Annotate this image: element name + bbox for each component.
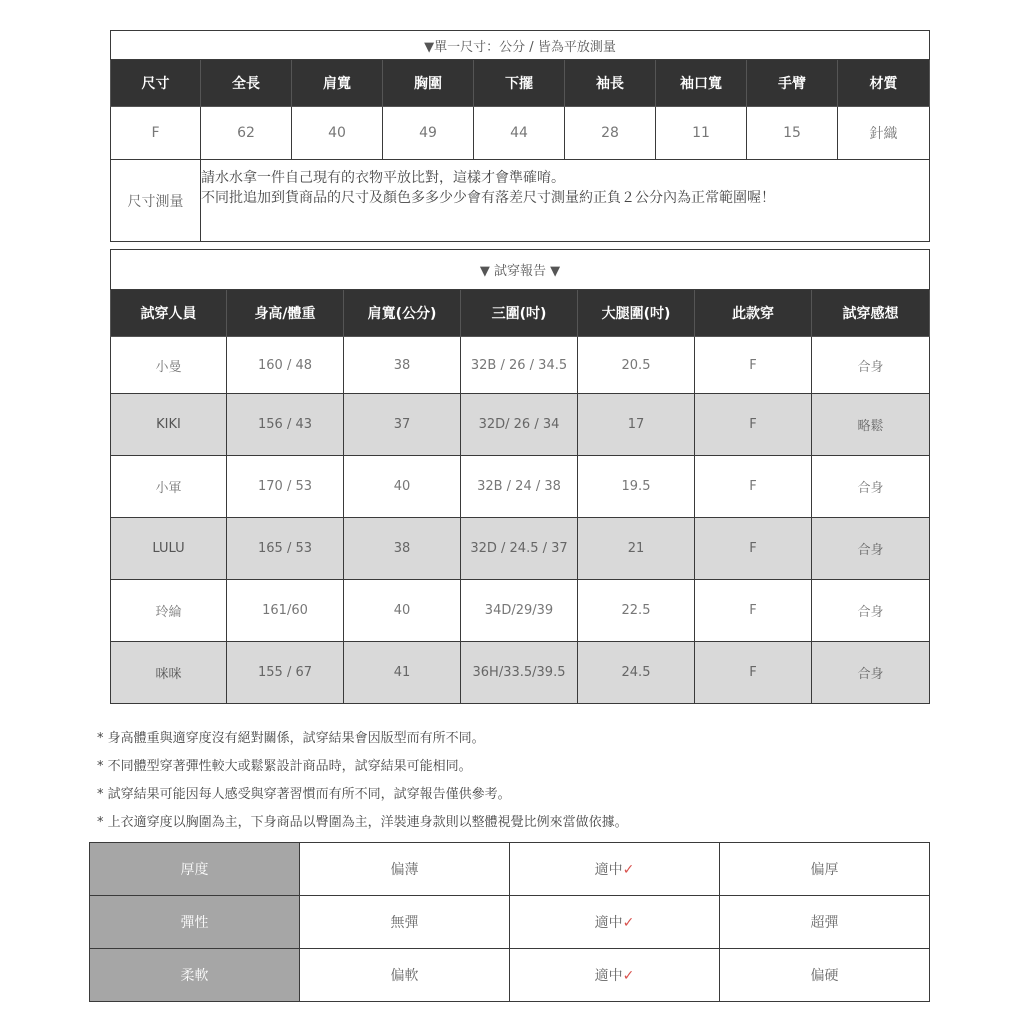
tryon-header-cell: 三圍(吋) xyxy=(461,290,578,337)
tryon-cell: 34D/29/39 xyxy=(461,580,578,642)
tryon-cell: LULU xyxy=(111,518,227,580)
tryon-cell: 小軍 xyxy=(111,456,227,518)
size-note-label: 尺寸測量 xyxy=(111,160,201,242)
tryon-cell: 合身 xyxy=(812,580,930,642)
size-header-cell: 袖長 xyxy=(565,60,656,107)
size-note-row xyxy=(111,160,930,242)
tryon-header-cell: 肩寬(公分) xyxy=(344,290,461,337)
table-row xyxy=(111,580,930,642)
material-row xyxy=(90,949,930,1002)
checkmark-icon: ✓ xyxy=(622,915,635,931)
fit-notes xyxy=(97,728,628,840)
material-option xyxy=(510,896,720,949)
tryon-cell: 略鬆 xyxy=(812,394,930,456)
tryon-cell: F xyxy=(695,580,812,642)
fit-note: * 上衣適穿度以胸圍為主，下身商品以臀圍為主，洋裝連身款則以整體視覺比例來當做依據。 xyxy=(97,815,628,830)
tryon-cell: 37 xyxy=(344,394,461,456)
tryon-header-cell: 此款穿 xyxy=(695,290,812,337)
table-row xyxy=(111,337,930,394)
material-attribute-label: 柔軟 xyxy=(90,949,300,1002)
tryon-cell: 165 / 53 xyxy=(227,518,344,580)
tryon-cell: 36H/33.5/39.5 xyxy=(461,642,578,704)
tryon-cell: 21 xyxy=(578,518,695,580)
tryon-cell: 小曼 xyxy=(111,337,227,394)
size-table-header-row xyxy=(111,60,930,107)
tryon-cell: F xyxy=(695,456,812,518)
tryon-cell: 161/60 xyxy=(227,580,344,642)
tryon-header-cell: 試穿感想 xyxy=(812,290,930,337)
material-option-label: 無彈 xyxy=(390,915,419,931)
checkmark-icon: ✓ xyxy=(622,968,635,984)
tryon-cell: 38 xyxy=(344,337,461,394)
tryon-cell: 合身 xyxy=(812,337,930,394)
tryon-table-title: ▼ 試穿報告 ▼ xyxy=(111,250,930,290)
material-option xyxy=(720,949,930,1002)
size-value-cell: 15 xyxy=(747,107,838,160)
size-value-cell: 44 xyxy=(474,107,565,160)
size-value-cell: 11 xyxy=(656,107,747,160)
size-header-cell: 全長 xyxy=(201,60,292,107)
tryon-header-cell: 大腿圍(吋) xyxy=(578,290,695,337)
material-option-label: 偏薄 xyxy=(390,862,419,878)
size-note-line: 請水水拿一件自己現有的衣物平放比對，這樣才會準確唷。 xyxy=(201,170,565,186)
tryon-cell: 合身 xyxy=(812,518,930,580)
material-option xyxy=(300,896,510,949)
material-option-label: 適中 xyxy=(594,968,623,984)
size-header-cell: 袖口寬 xyxy=(656,60,747,107)
material-attribute-label: 彈性 xyxy=(90,896,300,949)
material-option-label: 偏硬 xyxy=(810,968,839,984)
fit-note: * 身高體重與適穿度沒有絕對關係，試穿結果會因版型而有所不同。 xyxy=(97,731,485,746)
tryon-cell: 156 / 43 xyxy=(227,394,344,456)
size-table-value-row xyxy=(111,107,930,160)
tryon-cell: 19.5 xyxy=(578,456,695,518)
checkmark-icon: ✓ xyxy=(622,862,635,878)
material-option-label: 偏軟 xyxy=(390,968,419,984)
tryon-cell: F xyxy=(695,394,812,456)
size-header-cell: 尺寸 xyxy=(111,60,201,107)
size-header-cell: 手臂 xyxy=(747,60,838,107)
material-option-label: 適中 xyxy=(594,862,623,878)
tryon-cell: 合身 xyxy=(812,642,930,704)
material-attribute-label: 厚度 xyxy=(90,843,300,896)
material-option xyxy=(300,843,510,896)
size-value-cell: 49 xyxy=(383,107,474,160)
tryon-cell: 40 xyxy=(344,580,461,642)
tryon-cell: 咪咪 xyxy=(111,642,227,704)
material-option xyxy=(720,843,930,896)
tryon-cell: 玲綸 xyxy=(111,580,227,642)
tryon-header-cell: 試穿人員 xyxy=(111,290,227,337)
table-row xyxy=(111,642,930,704)
size-header-cell: 下擺 xyxy=(474,60,565,107)
size-value-cell: 40 xyxy=(292,107,383,160)
size-value-cell: 62 xyxy=(201,107,292,160)
size-table-title: ▼單一尺寸：公分 / 皆為平放測量 xyxy=(111,31,930,60)
material-option xyxy=(300,949,510,1002)
tryon-cell: 17 xyxy=(578,394,695,456)
tryon-cell: 32D / 24.5 / 37 xyxy=(461,518,578,580)
table-row xyxy=(111,394,930,456)
table-row xyxy=(111,518,930,580)
material-row xyxy=(90,896,930,949)
tryon-cell: 32B / 24 / 38 xyxy=(461,456,578,518)
tryon-table xyxy=(110,249,930,704)
tryon-cell: 38 xyxy=(344,518,461,580)
material-option-label: 適中 xyxy=(594,915,623,931)
size-value-cell: 28 xyxy=(565,107,656,160)
table-row xyxy=(111,456,930,518)
tryon-cell: 32B / 26 / 34.5 xyxy=(461,337,578,394)
material-option xyxy=(510,949,720,1002)
tryon-cell: 32D/ 26 / 34 xyxy=(461,394,578,456)
tryon-cell: 20.5 xyxy=(578,337,695,394)
material-row xyxy=(90,843,930,896)
material-option xyxy=(720,896,930,949)
size-header-cell: 肩寬 xyxy=(292,60,383,107)
size-value-cell: F xyxy=(111,107,201,160)
size-table xyxy=(110,30,930,242)
tryon-cell: 160 / 48 xyxy=(227,337,344,394)
tryon-cell: 170 / 53 xyxy=(227,456,344,518)
size-header-cell: 胸圍 xyxy=(383,60,474,107)
size-value-cell: 針織 xyxy=(838,107,930,160)
size-note-text xyxy=(201,160,930,242)
tryon-cell: F xyxy=(695,337,812,394)
tryon-cell: 24.5 xyxy=(578,642,695,704)
tryon-cell: 22.5 xyxy=(578,580,695,642)
tryon-header-cell: 身高/體重 xyxy=(227,290,344,337)
tryon-cell: 40 xyxy=(344,456,461,518)
material-option-label: 偏厚 xyxy=(810,862,839,878)
tryon-cell: 合身 xyxy=(812,456,930,518)
material-table xyxy=(89,842,930,1002)
tryon-cell: F xyxy=(695,518,812,580)
tryon-cell: F xyxy=(695,642,812,704)
fit-note: * 試穿結果可能因每人感受與穿著習慣而有所不同，試穿報告僅供參考。 xyxy=(97,787,511,802)
material-option xyxy=(510,843,720,896)
fit-note: * 不同體型穿著彈性較大或鬆緊設計商品時，試穿結果可能相同。 xyxy=(97,759,472,774)
tryon-cell: 41 xyxy=(344,642,461,704)
size-note-line: 不同批追加到貨商品的尺寸及顏色多多少少會有落差尺寸測量約正負２公分內為正常範圍喔！ xyxy=(201,190,775,206)
tryon-header-row xyxy=(111,290,930,337)
material-option-label: 超彈 xyxy=(810,915,839,931)
tryon-cell: 155 / 67 xyxy=(227,642,344,704)
size-header-cell: 材質 xyxy=(838,60,930,107)
tryon-cell: KIKI xyxy=(111,394,227,456)
